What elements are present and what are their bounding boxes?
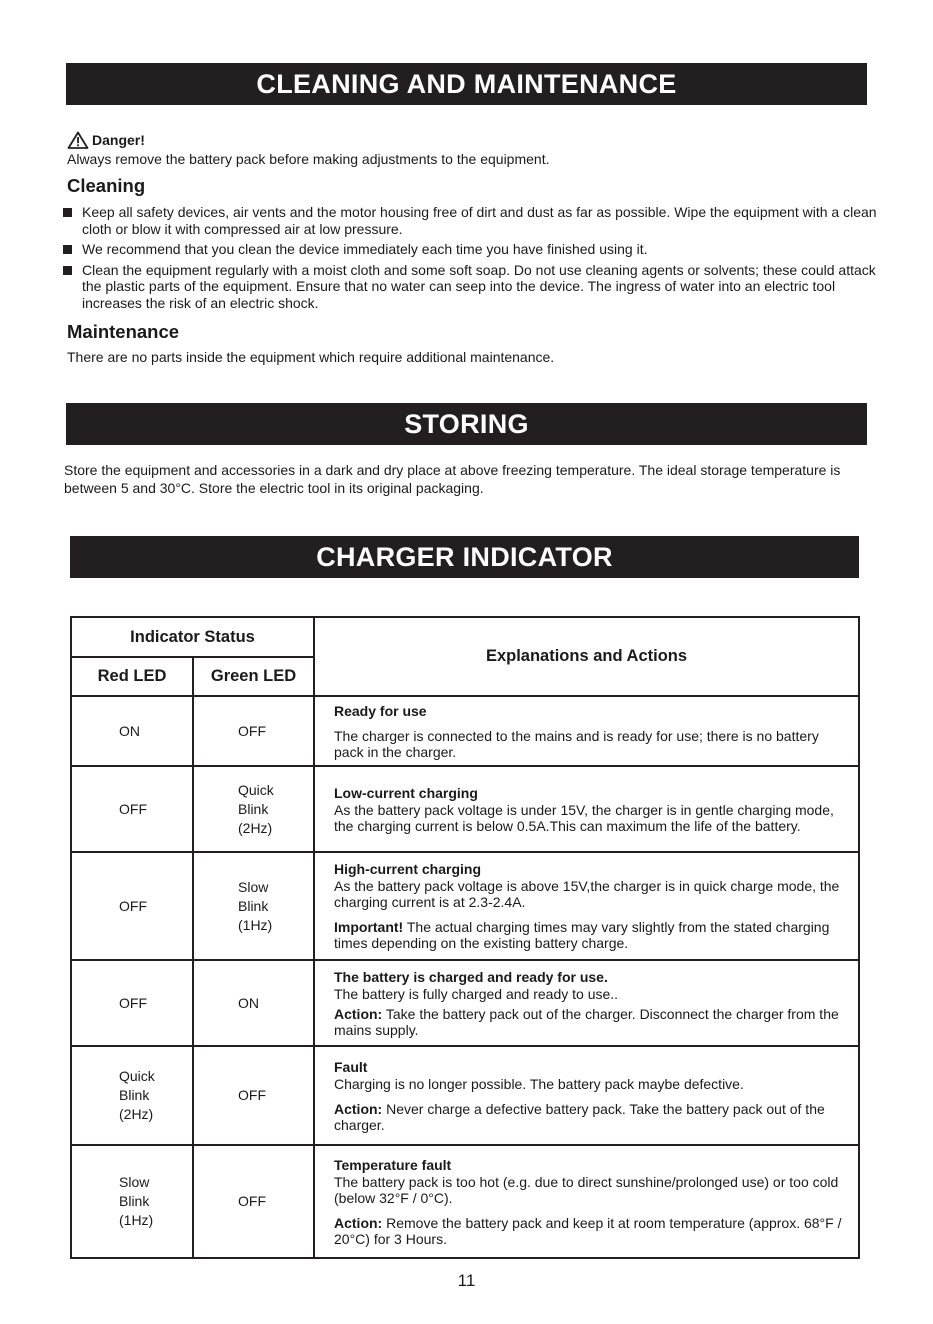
maintenance-text: There are no parts inside the equipment which require additional maintenance. [67,349,555,365]
explanation-title: High-current charging [334,861,482,877]
red-led-status: Slow Blink (1Hz) [71,1145,193,1258]
list-item [62,204,877,237]
danger-text: Always remove the battery pack before making adjustments to the equipment. [67,151,550,167]
explanation-note: Important! The actual charging times may vary slightly from the stated charging times depending on the existing battery charge. [334,919,830,951]
red-led-status: OFF [71,960,193,1046]
explanation-text: The charger is connected to the mains and is ready for use; there is no battery pack in the charger. [334,727,819,760]
table-header-row [71,617,859,657]
bullet-square-icon [63,245,72,254]
cleaning-list [62,204,877,315]
explanation-text: The battery is fully charged and ready to use.. [334,985,619,1002]
charger-indicator-table [70,616,860,1259]
table-row [71,960,859,1046]
page-number: 11 [457,1271,476,1290]
header-red-led: Red LED [71,657,193,696]
header-indicator-status: Indicator Status [71,617,314,657]
table-row [71,852,859,960]
header-green-led: Green LED [193,657,314,696]
explanation-cell [314,1145,859,1258]
storing-title: STORING [66,403,867,445]
explanation-note: Action: Never charge a defective battery pack. Take the battery pack out of the charger. [334,1100,825,1133]
table-row [71,696,859,766]
maintenance-heading: Maintenance [67,321,180,342]
storing-text: Store the equipment and accessories in a dark and dry place at above freezing temperature. The ideal storage temperature is between 5 and 30°C. Store the electric tool in its original packaging. [64,462,841,496]
red-led-status: ON [71,696,193,766]
explanation-title: Fault [334,1058,368,1075]
explanation-cell [314,960,859,1046]
charger-indicator-title: CHARGER INDICATOR [70,536,859,578]
table-row [71,1145,859,1258]
explanation-title: The battery is charged and ready for use. [334,968,608,985]
cleaning-heading: Cleaning [67,175,146,196]
red-led-status: OFF [71,852,193,960]
list-item-text: We recommend that you clean the device immediately each time you have finished using it. [82,241,648,257]
header-explanations: Explanations and Actions [314,617,859,696]
green-led-status: ON [193,960,314,1046]
danger-notice [67,131,145,149]
danger-label: Danger! [92,132,145,148]
explanation-note: Action: Remove the battery pack and keep it at room temperature (approx. 68°F / 20°C) for 3 Hours. [334,1214,842,1247]
explanation-note: Action: Take the battery pack out of the charger. Disconnect the charger from the mains supply. [334,1005,839,1038]
warning-triangle-icon [67,131,89,149]
list-item [62,241,877,258]
explanation-title: Temperature fault [334,1156,452,1173]
explanation-cell [314,696,859,766]
explanation-text: The battery pack is too hot (e.g. due to direct sunshine/prolonged use) or too cold (below 32°F / 0°C). [334,1173,839,1206]
explanation-text: Charging is no longer possible. The battery pack maybe defective. [334,1075,744,1092]
list-item [62,262,877,312]
explanation-title: Ready for use [334,702,427,719]
green-led-status: OFF [193,1046,314,1145]
bullet-square-icon [63,266,72,275]
explanation-cell [314,766,859,852]
green-led-status: OFF [193,696,314,766]
explanation-title: Low-current charging [334,784,478,801]
red-led-status: OFF [71,766,193,852]
table-row [71,1046,859,1145]
cleaning-maintenance-title: CLEANING AND MAINTENANCE [66,63,867,105]
explanation-cell [314,1046,859,1145]
red-led-status: Quick Blink (2Hz) [71,1046,193,1145]
list-item-text: Clean the equipment regularly with a moist cloth and some soft soap. Do not use cleaning agents or solvents; these could attack the plastic parts of the equipment. Ensure that no water can seep into the device. The ingress of water into an electric tool increases the risk of an electric shock. [82,261,876,311]
list-item-text: Keep all safety devices, air vents and the motor housing free of dirt and dust as far as possible. Wipe the equipment with a clean cloth or blow it with compressed air at low pressure. [82,204,877,237]
green-led-status: Quick Blink (2Hz) [193,766,314,852]
green-led-status: OFF [193,1145,314,1258]
explanation-text: As the battery pack voltage is above 15V,the charger is in quick charge mode, the charging current is at 2.3-2.4A. [334,878,840,910]
explanation-cell [314,852,859,960]
bullet-square-icon [63,208,72,217]
explanation-text: As the battery pack voltage is under 15V, the charger is in gentle charging mode, the charging current is below 0.5A.This can maximum the life of the battery. [334,801,834,834]
table-row [71,766,859,852]
green-led-status: Slow Blink (1Hz) [193,852,314,960]
